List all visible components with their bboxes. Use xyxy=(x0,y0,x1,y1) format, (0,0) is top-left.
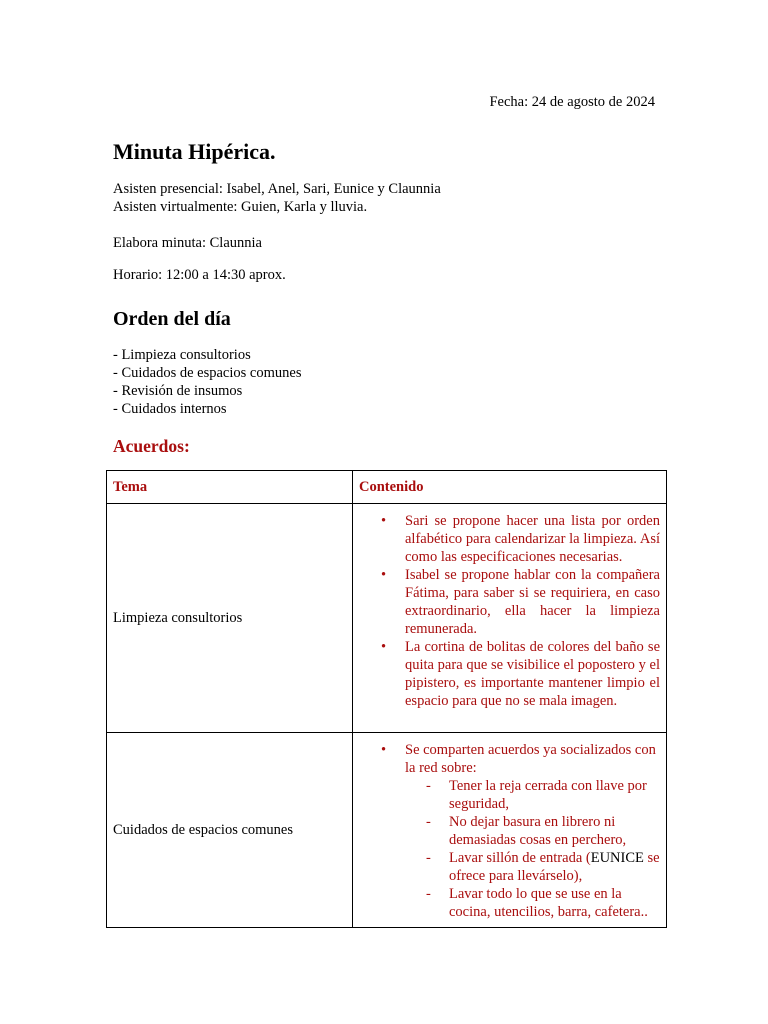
list-item: • La cortina de bolitas de colores del baño se quita para que se visibilice el popostero y el pipistero, es importante mantener limpio el espacio para que no se mala imagen. xyxy=(405,638,660,710)
sub-item: - Tener la reja cerrada con llave por seguridad, xyxy=(449,777,660,813)
acuerdos-heading: Acuerdos: xyxy=(113,436,190,456)
agenda-heading: Orden del día xyxy=(113,308,231,330)
attendance-block xyxy=(113,180,441,216)
agenda-item: - Limpieza consultorios xyxy=(113,347,251,363)
horario-line: Horario: 12:00 a 14:30 aprox. xyxy=(113,267,286,283)
acuerdos-table xyxy=(106,470,667,928)
dash-list xyxy=(405,777,660,921)
sub-item: - No dejar basura en librero ni demasiadas cosas en perchero, xyxy=(449,813,660,849)
row-topic: Cuidados de espacios comunes xyxy=(107,733,353,928)
attendance-virtual: Asisten virtualmente: Guien, Karla y lluvia. xyxy=(113,199,368,215)
table-row xyxy=(107,733,667,928)
sub-item-continuation: se ofrece para llevárselo), xyxy=(449,850,660,884)
agenda-list xyxy=(113,346,301,418)
list-item: • Sari se propone hacer una lista por orden alfabético para calendarizar la limpieza. Así como las especificaciones necesarias. xyxy=(405,512,660,566)
sub-item xyxy=(449,849,660,885)
highlight-name: EUNICE xyxy=(590,850,644,866)
elabora-line: Elabora minuta: Claunnia xyxy=(113,235,262,251)
header-contenido: Contenido xyxy=(353,471,667,504)
header-tema: Tema xyxy=(107,471,353,504)
list-item: • Isabel se propone hablar con la compañera Fátima, para saber si se requiriera, en caso extraordinario, ella hacer la limpieza remunerada. xyxy=(405,566,660,638)
agenda-item: - Cuidados internos xyxy=(113,401,227,417)
bullet-text: Se comparten acuerdos ya socializados con la red sobre: xyxy=(405,742,656,776)
bullet-list xyxy=(359,512,660,710)
bullet-list xyxy=(359,741,660,921)
row-topic: Limpieza consultorios xyxy=(107,504,353,733)
sub-item: - Lavar todo lo que se use en la cocina, utencilios, barra, cafetera.. xyxy=(449,885,660,921)
row-content xyxy=(353,733,667,928)
date-line: Fecha: 24 de agosto de 2024 xyxy=(489,94,655,110)
row-content xyxy=(353,504,667,733)
table-row xyxy=(107,504,667,733)
document-title: Minuta Hipérica. xyxy=(113,139,276,164)
table-header-row xyxy=(107,471,667,504)
agenda-item: - Revisión de insumos xyxy=(113,383,243,399)
list-item xyxy=(405,741,660,921)
agenda-item: - Cuidados de espacios comunes xyxy=(113,365,302,381)
sub-item-text: Lavar sillón de entrada ( xyxy=(449,850,591,866)
attendance-presencial: Asisten presencial: Isabel, Anel, Sari, Eunice y Claunnia xyxy=(113,181,441,197)
